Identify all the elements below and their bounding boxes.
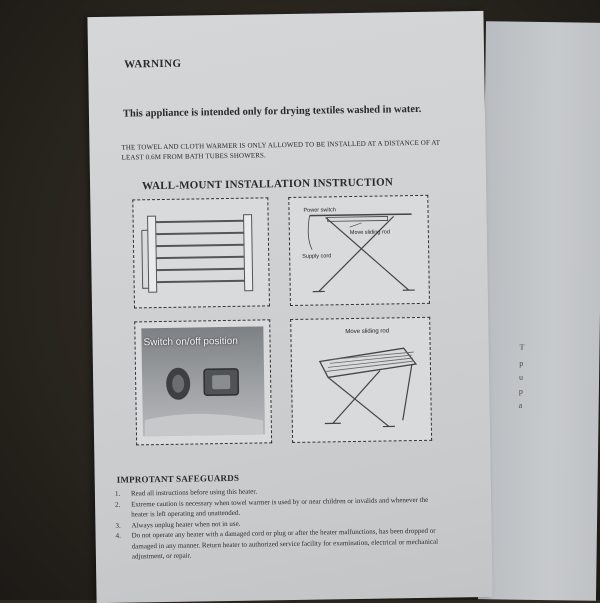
adjacent-page-fragment: T: [519, 344, 524, 352]
move-sliding-rod-label: Move sliding rod: [350, 229, 390, 236]
figure-towel-rail: [132, 197, 270, 308]
list-item-text: Do not operate any heater with a damaged cord or plug or after the heater malfunctions, has been dropped or damaged in any manner. Return heater to authorized service facility for examination, electrical or mechanical adjustment, or repair.: [132, 527, 439, 561]
adjacent-page-fragment: a: [519, 402, 523, 410]
safeguards-title: IMPROTANT SAFEGUARDS: [117, 473, 240, 485]
safeguards-list: [115, 484, 446, 563]
list-item-text: Read all instructions before using this heater.: [131, 488, 257, 498]
figure-switch-photo: [134, 319, 272, 445]
intended-use-statement: This appliance is intended only for drying textiles washed in water.: [123, 104, 422, 120]
list-item-number: 2.: [115, 499, 120, 510]
figure-folding-stand-perspective: [290, 317, 432, 443]
list-item-text: Always unplug heater when not in use.: [131, 519, 240, 529]
adjacent-page: [478, 21, 600, 601]
installation-title: WALL-MOUNT INSTALLATION INSTRUCTION: [142, 176, 393, 192]
figure-folding-stand-side: [288, 195, 430, 306]
towel-rail-illustration: [133, 198, 269, 307]
list-item-number: 3.: [115, 520, 120, 531]
adjacent-page-fragment: p: [519, 360, 523, 368]
power-switch-label: Power switch: [303, 207, 335, 214]
list-item-number: 4.: [115, 531, 120, 542]
move-sliding-rod-label: Move sliding rod: [345, 328, 389, 335]
switch-position-caption: Switch on/off position: [143, 336, 237, 348]
list-item-number: 1.: [115, 489, 120, 500]
supply-cord-label: Supply cord: [302, 253, 331, 259]
distance-notice: THE TOWEL AND CLOTH WARMER IS ONLY ALLOWED TO BE INSTALLED AT A DISTANCE OF AT LEAST 0.6M FROM BATH TUBES SHOWERS.: [121, 137, 451, 162]
drying-rack-diagram: [291, 318, 431, 442]
manual-page: [87, 11, 492, 603]
adjacent-page-fragment: p: [519, 388, 523, 396]
warning-heading: WARNING: [124, 58, 181, 71]
list-item-text: Extreme caution is necessary when towel warmer is used by or near children or invalids and whenever the heater is left operating and unattended.: [131, 495, 428, 518]
adjacent-page-fragment: u: [519, 374, 523, 382]
list-item: [115, 526, 445, 563]
